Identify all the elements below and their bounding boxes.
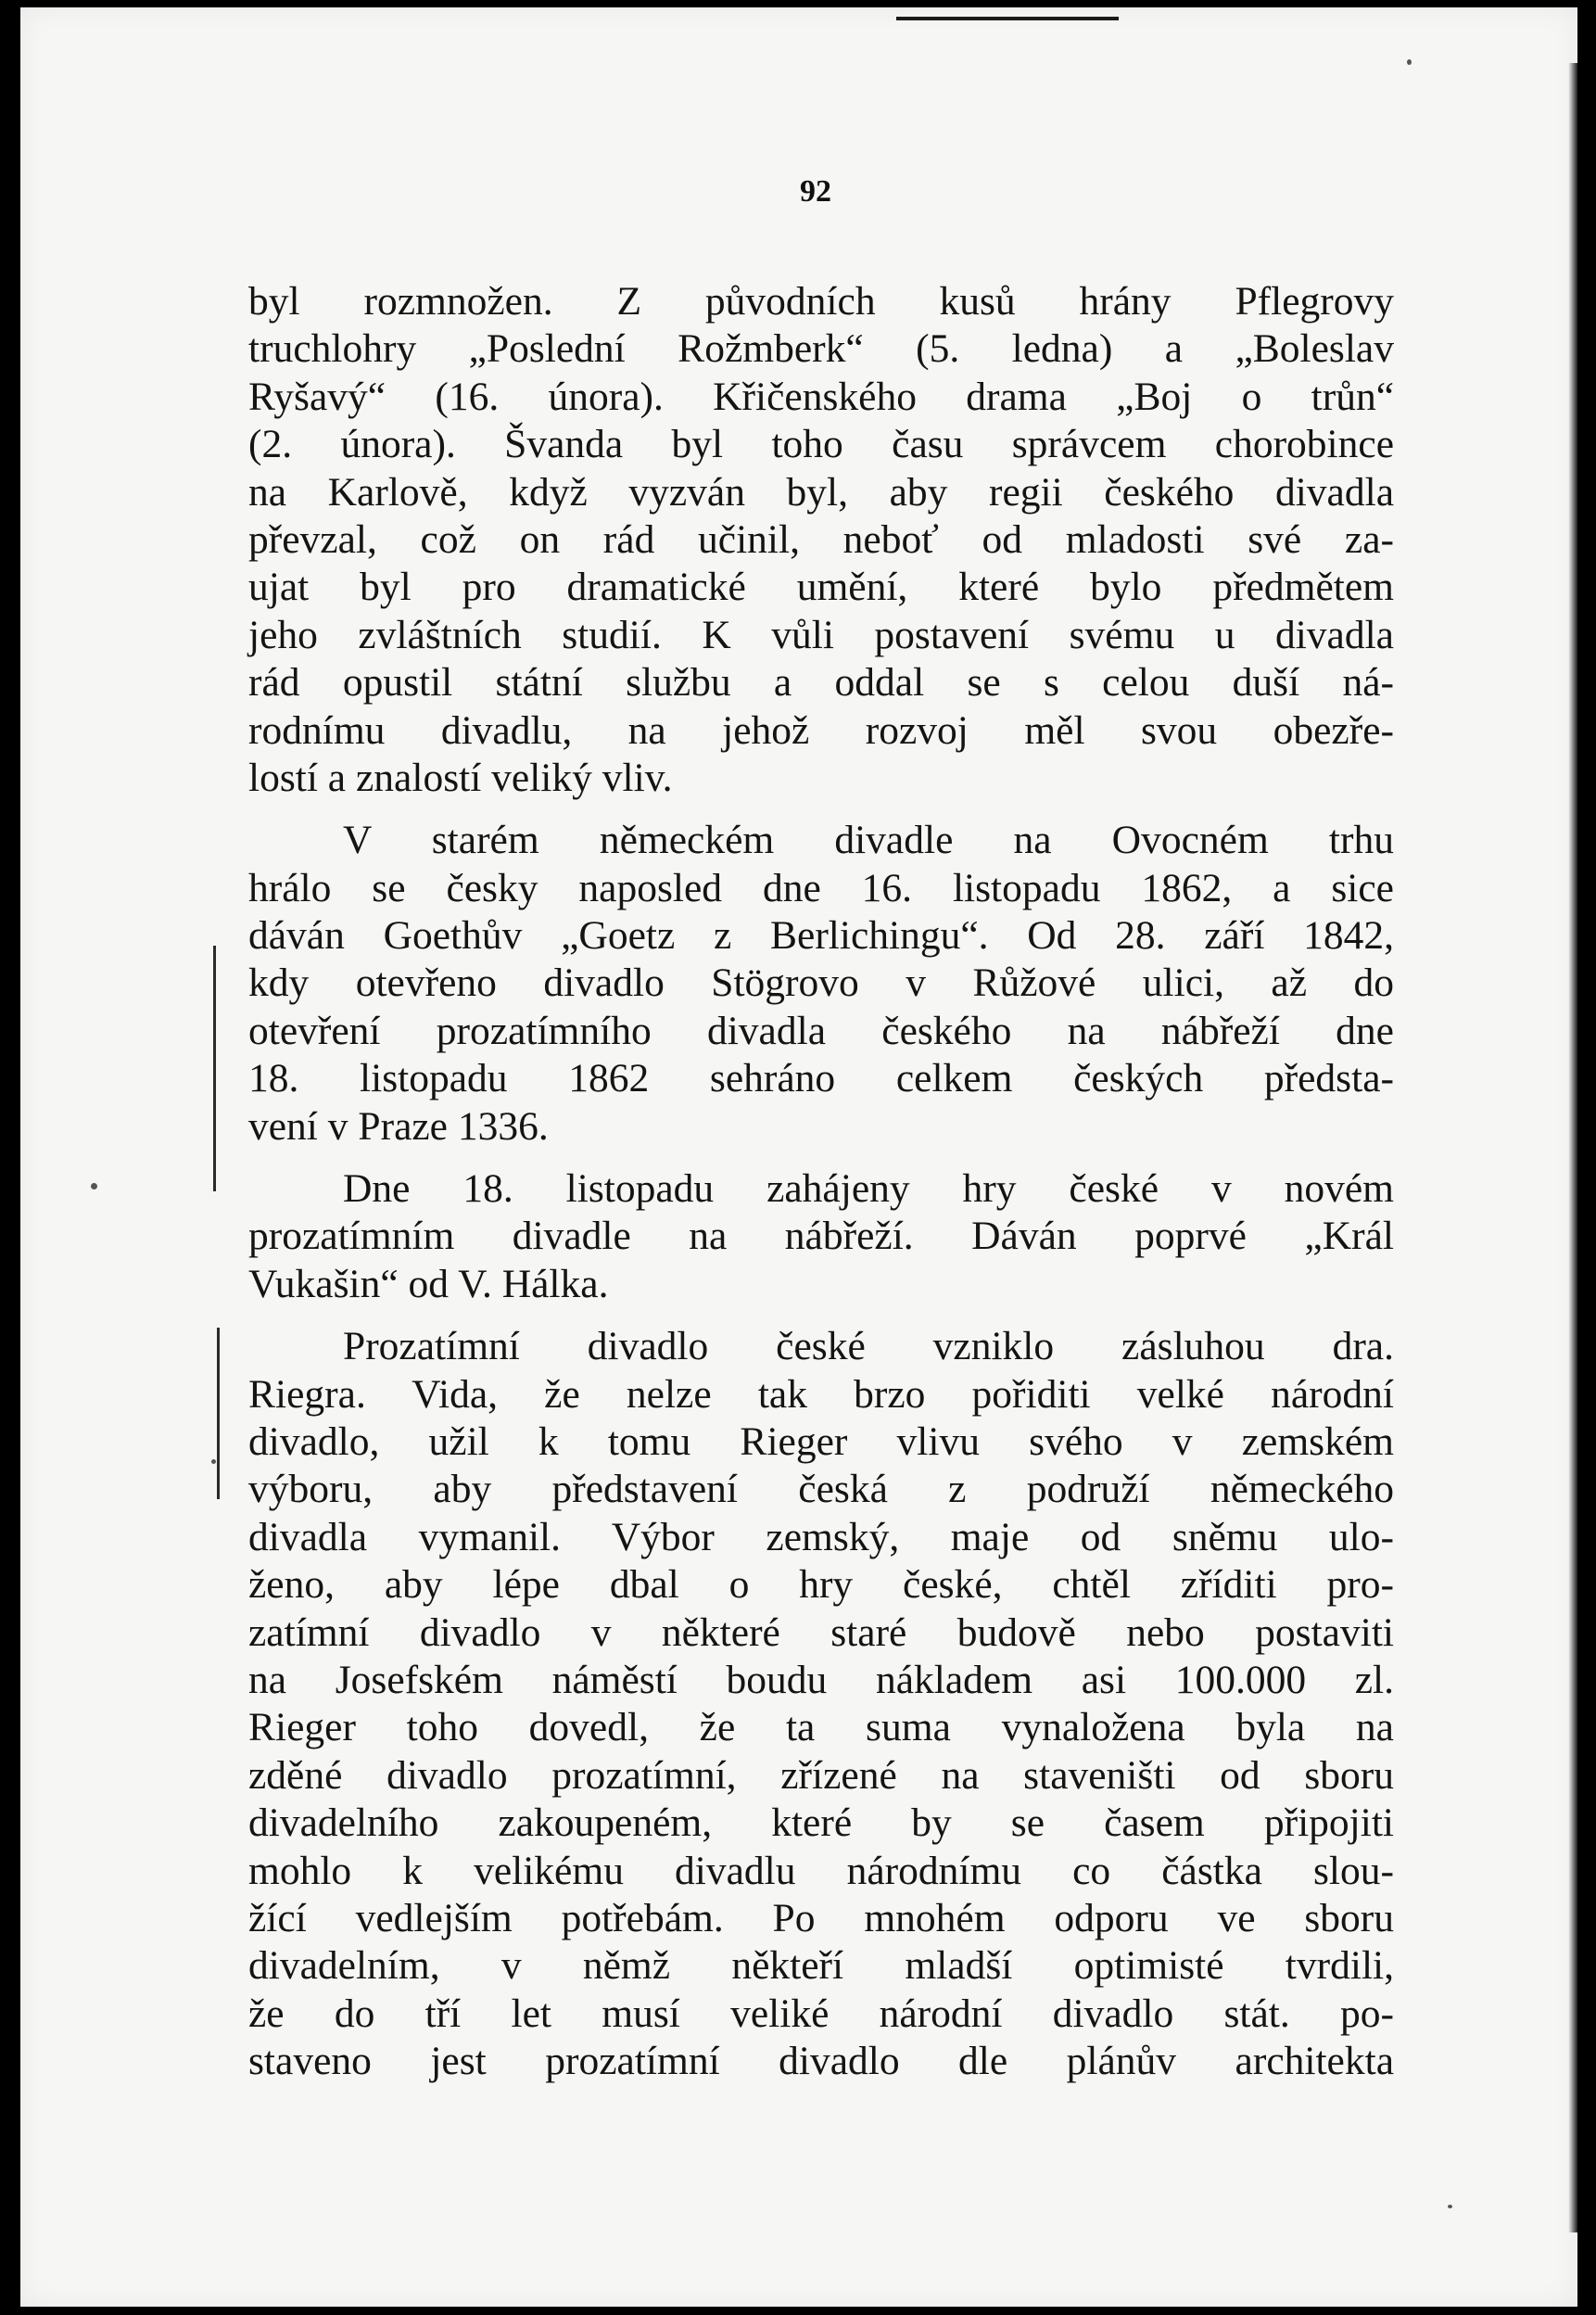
text-line: převzal, což on rád učinil, neboť od mladosti své za- — [248, 516, 1394, 562]
text-line: ženo, aby lépe dbal o hry české, chtěl zříditi pro- — [248, 1562, 1394, 1608]
text-line: Ryšavý“ (16. února). Křičenského drama „Boj o trůn“ — [248, 374, 1394, 419]
text-line: ujat byl pro dramatické umění, které bylo předmětem — [248, 565, 1394, 610]
text-line: dáván Goethův „Goetz z Berlichingu“. Od 28. září 1842, — [248, 913, 1394, 959]
text-line: lostí a znalostí veliký vliv. — [248, 755, 673, 800]
text-line: divadelního zakoupeném, které by se časem připojiti — [248, 1800, 1394, 1846]
scan-speck — [1407, 59, 1412, 65]
text-line: divadlo, užil k tomu Rieger vlivu svého v zemském — [248, 1418, 1394, 1464]
paragraph-1 — [248, 278, 1394, 802]
text-line: byl rozmnožen. Z původních kusů hrány Pflegrovy — [248, 279, 1394, 324]
text-line: zatímní divadlo v některé staré budově nebo postaviti — [248, 1609, 1394, 1655]
text-line: V starém německém divadle na Ovocném trhu — [343, 818, 1394, 863]
text-line: Rieger toho dovedl, že ta suma vynaložena byla na — [248, 1705, 1394, 1750]
scan-speck — [91, 1183, 97, 1189]
text-line: rodnímu divadlu, na jehož rozvoj měl svou obezře- — [248, 707, 1394, 753]
scan-speck — [1448, 2205, 1452, 2208]
text-line: truchlohry „Poslední Rožmberk“ (5. ledna) a „Boleslav — [248, 326, 1394, 372]
text-line: výboru, aby představení česká z podruží německého — [248, 1467, 1394, 1512]
text-line: že do tří let musí veliké národní divadlo stát. po- — [248, 1991, 1394, 2036]
scan-speck — [211, 1459, 216, 1464]
text-line: (2. února). Švanda byl toho času správcem chorobince — [248, 422, 1394, 467]
text-line: Riegra. Vida, že nelze tak brzo pořiditi velké národní — [248, 1371, 1394, 1417]
text-line: mohlo k velikému divadlu národnímu co částka slou- — [248, 1848, 1394, 1893]
text-line: na Josefském náměstí boudu nákladem asi 100.000 zl. — [248, 1657, 1394, 1702]
text-line: Vukašin“ od V. Hálka. — [248, 1261, 609, 1306]
text-line: hrálo se česky naposled dne 16. listopadu 1862, a sice — [248, 865, 1394, 910]
text-line: Prozatímní divadlo české vzniklo zásluhou dra. — [343, 1324, 1394, 1369]
text-line: vení v Praze 1336. — [248, 1103, 549, 1149]
text-line: divadla vymanil. Výbor zemský, maje od sněmu ulo- — [248, 1514, 1394, 1559]
text-line: 18. listopadu 1862 sehráno celkem českých předsta- — [248, 1056, 1394, 1101]
margin-mark — [217, 1328, 220, 1499]
text-line: rád opustil státní službu a oddal se s celou duší ná- — [248, 660, 1394, 706]
text-line: Dne 18. listopadu zahájeny hry české v novém — [343, 1166, 1394, 1212]
paragraph-2 — [248, 817, 1394, 1151]
paragraph-4 — [248, 1323, 1394, 2085]
text-line: na Karlově, když vyzván byl, aby regii českého divadla — [248, 469, 1394, 515]
text-line: divadelním, v němž někteří mladší optimisté tvrdili, — [248, 1943, 1394, 1989]
text-line: jeho zvláštních studií. K vůli postavení svému u divadla — [248, 612, 1394, 657]
paragraph-3 — [248, 1165, 1394, 1308]
text-line: zděné divadlo prozatímní, zřízené na staveništi od sboru — [248, 1752, 1394, 1798]
text-line: staveno jest prozatímní divadlo dle plánův architekta — [248, 2039, 1394, 2084]
page-right-edge — [1568, 63, 1577, 2232]
text-line: otevření prozatímního divadla českého na nábřeží dne — [248, 1008, 1394, 1053]
text-line: prozatímním divadle na nábřeží. Dáván poprvé „Král — [248, 1214, 1394, 1259]
text-line: žící vedlejším potřebám. Po mnohém odporu ve sboru — [248, 1895, 1394, 1940]
margin-mark — [213, 946, 216, 1191]
page-number: 92 — [800, 174, 831, 209]
text-line: kdy otevřeno divadlo Stögrovo v Růžové ulici, až do — [248, 960, 1394, 1006]
body-text — [248, 278, 1394, 2100]
scan-edge-strip — [896, 17, 1119, 20]
